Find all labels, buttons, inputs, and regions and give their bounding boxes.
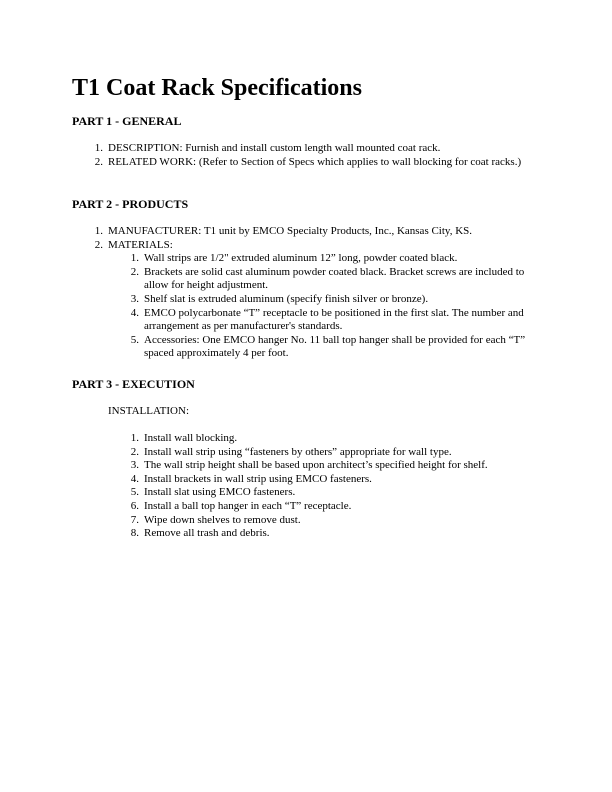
list-item-text: RELATED WORK: (Refer to Section of Specs which applies to wall blocking for coat racks.) [108,155,522,168]
list-item-number: 2. [94,155,103,168]
part2-list [90,225,540,361]
list-item [126,446,546,460]
materials-item [126,293,540,307]
list-item-number: 8. [130,527,139,540]
materials-item-number: 2. [130,265,139,278]
materials-item-text: Brackets are solid cast aluminum powder coated black. Bracket screws are included to allow for height adjustment. [144,265,525,292]
list-item-text: Install brackets in wall strip using EMCO fasteners. [144,472,372,485]
list-item-text: Wipe down shelves to remove dust. [144,513,301,526]
list-item [126,459,546,473]
list-item [126,500,546,514]
list-item [90,225,540,239]
materials-item-text: Wall strips are 1/2" extruded aluminum 12” long, powder coated black. [144,252,458,265]
list-item-number: 2. [130,445,139,458]
list-item-number: 4. [130,472,139,485]
materials-list [126,252,540,361]
list-item-number: 1. [130,432,139,444]
materials-item-number: 1. [130,252,139,265]
installation-list [126,432,546,541]
list-item [90,156,540,170]
list-item-text: DESCRIPTION: Furnish and install custom length wall mounted coat rack. [108,142,441,154]
materials-item [126,266,540,293]
list-item-number: 2. [94,238,103,251]
installation-label: INSTALLATION: [108,405,189,417]
part2-heading: PART 2 - PRODUCTS [72,197,189,211]
materials-item-text: Accessories: One EMCO hanger No. 11 ball top hanger shall be provided for each “T” spaced approximately 4 per foot. [144,333,526,360]
materials-item-text: EMCO polycarbonate “T” receptacle to be positioned in the first slat. The number and arrangement as per manufacturer's standards. [144,306,524,333]
list-item-text: The wall strip height shall be based upon architect’s specified height for shelf. [144,459,488,472]
list-item-text: MANUFACTURER: T1 unit by EMCO Specialty Products, Inc., Kansas City, KS. [108,225,473,237]
part1-list [90,142,540,169]
list-item [126,486,546,500]
list-item-number: 1. [94,142,103,154]
materials-item [126,252,540,266]
list-item [126,432,546,446]
list-item-number: 6. [130,499,139,512]
list-item-number: 7. [130,513,139,526]
materials-item [126,307,540,334]
list-item-number: 1. [94,225,103,237]
list-item [90,239,540,361]
list-item [90,142,540,156]
list-item-text: Install a ball top hanger in each “T” receptacle. [144,499,352,512]
materials-item-number: 4. [130,306,139,319]
materials-item-number: 5. [130,333,139,346]
materials-item-text: Shelf slat is extruded aluminum (specify finish silver or bronze). [144,292,429,305]
list-item-text: MATERIALS: [108,238,173,251]
materials-item [126,334,540,361]
page-title: T1 Coat Rack Specifications [72,75,362,101]
part1-heading: PART 1 - GENERAL [72,114,182,128]
list-item-text: Remove all trash and debris. [144,527,270,540]
list-item [126,473,546,487]
list-item-number: 3. [130,459,139,472]
list-item-number: 5. [130,486,139,499]
list-item [126,527,546,541]
list-item-text: Install wall strip using “fasteners by others” appropriate for wall type. [144,445,452,458]
part3-heading: PART 3 - EXECUTION [72,377,195,391]
list-item-text: Install slat using EMCO fasteners. [144,486,296,499]
list-item [126,514,546,528]
list-item-text: Install wall blocking. [144,432,238,444]
materials-item-number: 3. [130,292,139,305]
